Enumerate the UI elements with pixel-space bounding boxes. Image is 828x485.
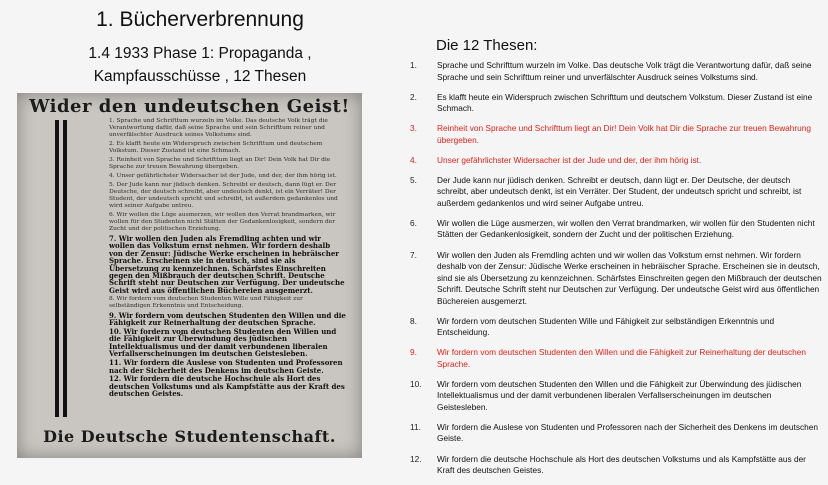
poster-paragraph: 1. Sprache und Schrifttum wurzeln im Volke. Das deutsche Volk trägt die Verantwortung dafür, daß seine Sprache und sein Schrifttum reiner und unverfälschter Ausdruck seines Volkstums sind. — [109, 118, 328, 139]
thesis-number: 5. — [410, 174, 417, 185]
slide-subtitle — [0, 42, 400, 88]
poster-image — [17, 93, 362, 458]
poster-footer: Die Deutsche Studentenschaft. — [43, 427, 336, 446]
thesis-number: 9. — [410, 347, 417, 358]
poster-paragraph: 3. Reinheit von Sprache und Schrifttum liegt an Dir! Dein Volk hat Dir die Sprache zur treuen Bewahrung übergeben. — [109, 157, 331, 171]
thesis-number: 1. — [410, 60, 417, 70]
slide-title: 1. Bücherverbrennung — [96, 8, 304, 31]
thesis-text: Wir fordern vom deutschen Studenten den Willen und die Fähigkeit zur Reinerhaltung der deutschen Sprache. — [437, 347, 806, 369]
thesis-number: 12. — [410, 453, 422, 464]
theses-title: Die 12 Thesen: — [436, 37, 538, 54]
poster-paragraph: 2. Es klafft heute ein Widerspruch zwischen Schrifttum und deutschem Volkstum. Dieser Zustand ist eine Schmach. — [109, 141, 323, 155]
left-panel — [0, 0, 400, 466]
thesis-number: 6. — [410, 217, 417, 228]
thesis-item — [410, 218, 822, 241]
thesis-number: 2. — [410, 91, 417, 102]
thesis-number: 8. — [410, 315, 417, 326]
thesis-item — [410, 155, 822, 167]
theses-list — [410, 60, 822, 485]
poster-paragraph: 5. Der Jude kann nur jüdisch denken. Schreibt er deutsch, dann lügt er. Der Deutsche, der deutsch schreibt, aber undeutsch denkt, ist ein Verräter! Der Student, der undeutsch spricht und schreibt, ist außerdem gedankenlos und wird seiner Aufgabe untreu. — [109, 181, 338, 210]
subtitle-line-2: Kampfausschüsse , 12 Thesen — [93, 68, 307, 85]
poster-paragraph: 10. Wir fordern vom deutschen Studenten den Willen und die Fähigkeit zur Überwindung des jüdischen Intellektualismus und der damit verbundenen liberalen Verfallserscheinungen im deutschen Geistesleben. — [109, 327, 337, 359]
thesis-item — [410, 175, 822, 210]
thesis-text: Unser gefährlichster Widersacher ist der Jude und der, der ihm hörig ist. — [437, 154, 702, 165]
thesis-text: Wir wollen die Lüge ausmerzen, wir wollen den Verrat brandmarken, wir wollen für den Studenten nicht Stätten der Gedankenlosigkeit, sondern der Zucht und der politischen Erziehung. — [437, 217, 815, 240]
thesis-item — [410, 347, 822, 370]
thesis-text: Es klafft heute ein Widerspruch zwischen Schrifttum und deutschem Volkstum. Dieser Zustand ist eine Schmach. — [437, 91, 813, 114]
thesis-item — [410, 379, 822, 414]
thesis-item — [410, 316, 822, 339]
thesis-item — [410, 123, 822, 146]
thesis-number: 10. — [410, 378, 422, 389]
thesis-text: Wir fordern die Auslese von Studenten und Professoren nach der Sicherheit des Denkens im deutschen Geiste. — [437, 421, 818, 444]
poster-decorative-bars — [55, 120, 69, 417]
thesis-text: Sprache und Schrifttum wurzeln im Volke. Das deutsche Volk trägt die Verantwortung dafür, daß seine Sprache und sein Schrifttum reiner und unverfälschter Ausdruck seines Volkstums sind. — [437, 60, 812, 82]
thesis-text: Wir fordern vom deutschen Studenten Wille und Fähigkeit zur selbständigen Erkenntnis und Entscheidung. — [437, 315, 775, 338]
thesis-text: Wir fordern vom deutschen Studenten den Willen und die Fähigkeit zur Überwindung des jüdischen Intellektualismus und der damit verbundenen liberalen Verfallserscheinungen im deutschen Geistesleben. — [437, 378, 802, 412]
poster-paragraph: 11. Wir fordern die Auslese von Studenten und Professoren nach der Sicherheit des Denkens im deutschen Geiste. — [109, 358, 343, 375]
thesis-number: 11. — [410, 421, 421, 432]
thesis-text: Reinheit von Sprache und Schrifttum liegt an Dir! Dein Volk hat Dir die Sprache zur treuen Bewahrung übergeben. — [437, 123, 812, 145]
poster-paragraph: 6. Wir wollen die Lüge ausmerzen, wir wollen den Verrat brandmarken, wir wollen für den Studenten nicht Stätten der Gedankenlosigkeit, sondern der Zucht und der politischen Erziehung. — [109, 211, 336, 233]
thesis-text: Wir fordern die deutsche Hochschule als Hort des deutschen Volkstums und als Kampfstätte aus der Kraft des deutschen Geistes. — [437, 453, 806, 476]
thesis-text: Der Jude kann nur jüdisch denken. Schreibt er deutsch, dann lügt er. Der Deutsche, der deutsch schreibt, aber undeutsch denkt, ist ein Verräter. Der Student, der undeutsch spricht und schreibt, ist außerdem gedankenlos und wird seiner Aufgabe untreu. — [437, 174, 802, 208]
subtitle-line-1: 1.4 1933 Phase 1: Propaganda , — [88, 45, 312, 62]
thesis-item — [410, 250, 822, 308]
right-panel — [400, 0, 828, 476]
poster-paragraph: 12. Wir fordern die deutsche Hochschule als Hort des deutschen Volkstums und als Kampfstätte aus der Kraft des deutschen Geistes. — [109, 374, 345, 399]
poster-paragraph: 4. Unser gefährlichster Widersacher ist der Jude, und der, der ihm hörig ist. — [109, 172, 337, 179]
poster-paragraph: 9. Wir fordern vom deutschen Studenten den Willen und die Fähigkeit zur Reinerhaltung der deutschen Sprache. — [109, 310, 346, 328]
thesis-number: 7. — [410, 249, 417, 260]
thesis-item — [410, 60, 822, 83]
poster-heading: Wider den undeutschen Geist! — [29, 96, 350, 117]
thesis-number: 4. — [410, 154, 417, 165]
thesis-item — [410, 422, 822, 445]
thesis-item — [410, 92, 822, 115]
poster-body — [109, 118, 346, 418]
thesis-number: 3. — [410, 123, 417, 134]
thesis-text: Wir wollen den Juden als Fremdling achten und wir wollen das Volkstum ernst nehmen. Wir fordern deshalb von der Zensur: Jüdische Werke erscheinen in hebräischer Sprache. Erscheinen sie in deutsch, sind sie als Übersetzung zu kennzeichnen. Schärfstes Einschreiten gegen den Mißbrauch der deutschen Schrift. Deutsche Schrift steht nur Deutschen zur Verfügung. Der undeutsche Geist wird aus öffentlichen Büchereien ausgemerzt. — [437, 249, 822, 306]
poster-paragraph: 8. Wir fordern vom deutschen Studenten Wille und Fähigkeit zur selbständigen Erkenntnis und Entscheidung. — [109, 295, 303, 309]
poster-paragraph: 7. Wir wollen den Juden als Fremdling achten und wir wollen das Volkstum ernst nehmen. Wir fordern deshalb von der Zensur: Jüdische Werke erscheinen in hebräischer Sprache. Erscheinen sie in deutsch, sind sie als Übersetzung zu kennzeichnen. Schärfstes Einschreiten gegen den Mißbrauch der deutschen Schrift. Deutsche Schrift steht nur Deutschen zur Verfügung. Der undeutsche Geist wird aus öffentlichen Büchereien ausgemerzt. — [109, 234, 345, 295]
thesis-item — [410, 454, 822, 477]
